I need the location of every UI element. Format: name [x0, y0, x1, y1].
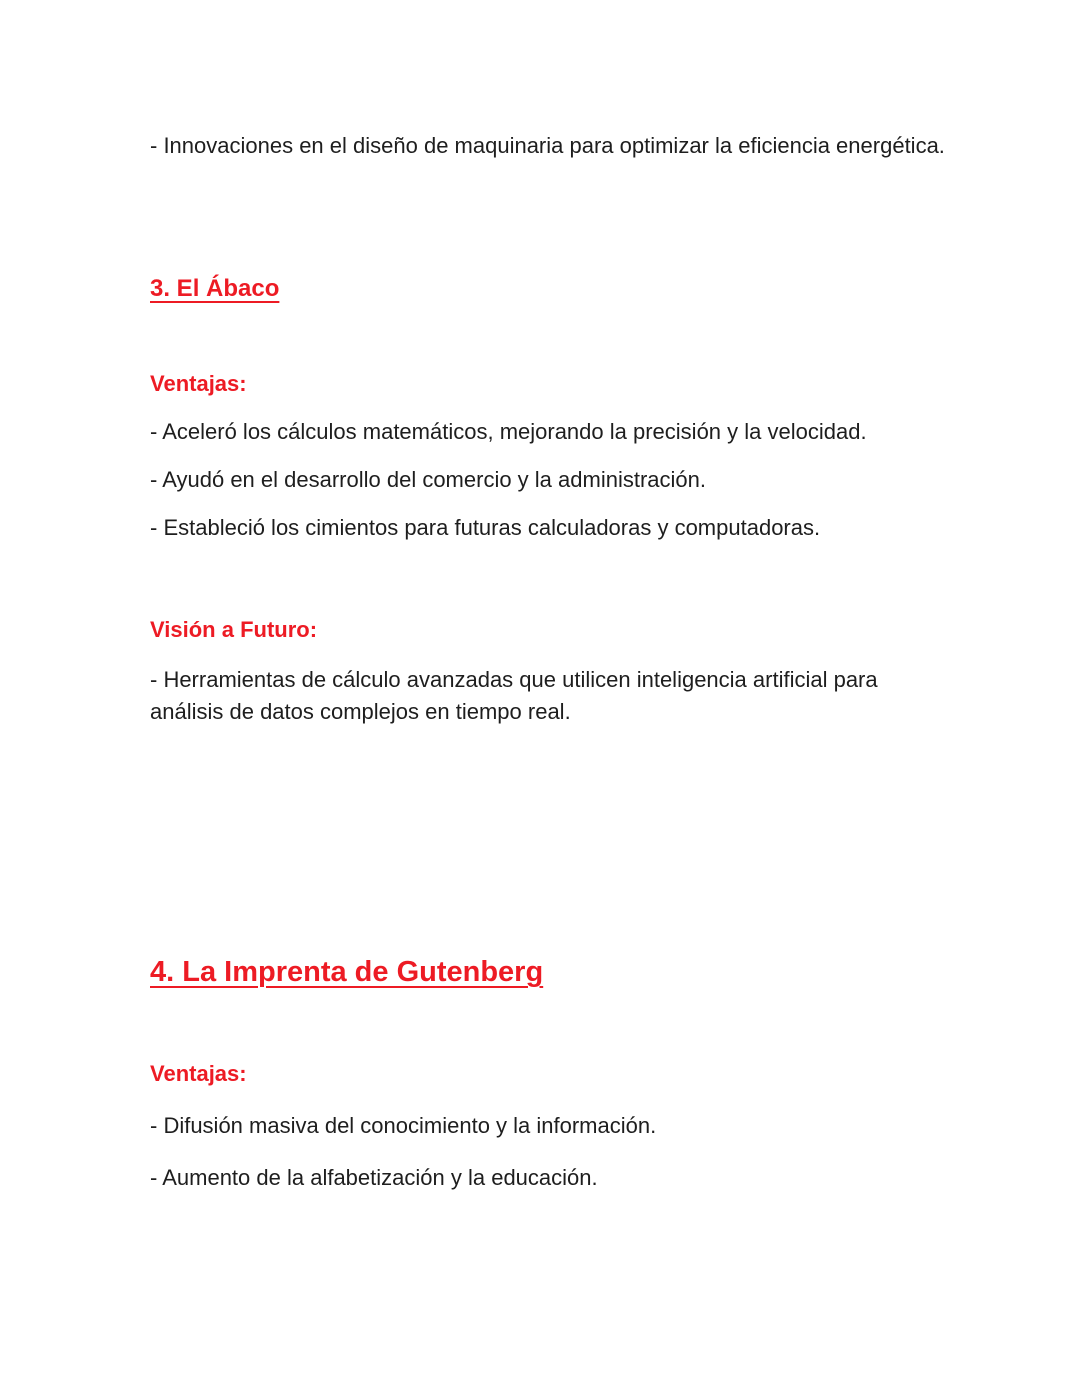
- ventajas-label: Ventajas:: [150, 371, 247, 396]
- list-item: - Ayudó en el desarrollo del comercio y la administración.: [150, 467, 706, 492]
- vision-label: Visión a Futuro:: [150, 617, 318, 642]
- list-item: - Aceleró los cálculos matemáticos, mejorando la precisión y la velocidad.: [150, 419, 867, 444]
- ventajas-list: [150, 1110, 950, 1194]
- ventajas-list: [150, 416, 950, 544]
- list-item: - Estableció los cimientos para futuras calculadoras y computadoras.: [150, 515, 821, 540]
- section-heading-imprenta: 4. La Imprenta de Gutenberg: [150, 956, 544, 988]
- list-item: - Difusión masiva del conocimiento y la información.: [150, 1113, 657, 1138]
- ventajas-label: Ventajas:: [150, 1061, 247, 1086]
- list-item: - Herramientas de cálculo avanzadas que utilicen inteligencia artificial para análisis de datos complejos en tiempo real.: [150, 667, 878, 724]
- intro-paragraph: - Innovaciones en el diseño de maquinaria para optimizar la eficiencia energética.: [150, 133, 945, 158]
- document-content: [150, 130, 950, 1194]
- list-item: - Aumento de la alfabetización y la educación.: [150, 1165, 598, 1190]
- vision-list: [150, 664, 950, 728]
- section-heading-abaco: 3. El Ábaco: [150, 275, 280, 302]
